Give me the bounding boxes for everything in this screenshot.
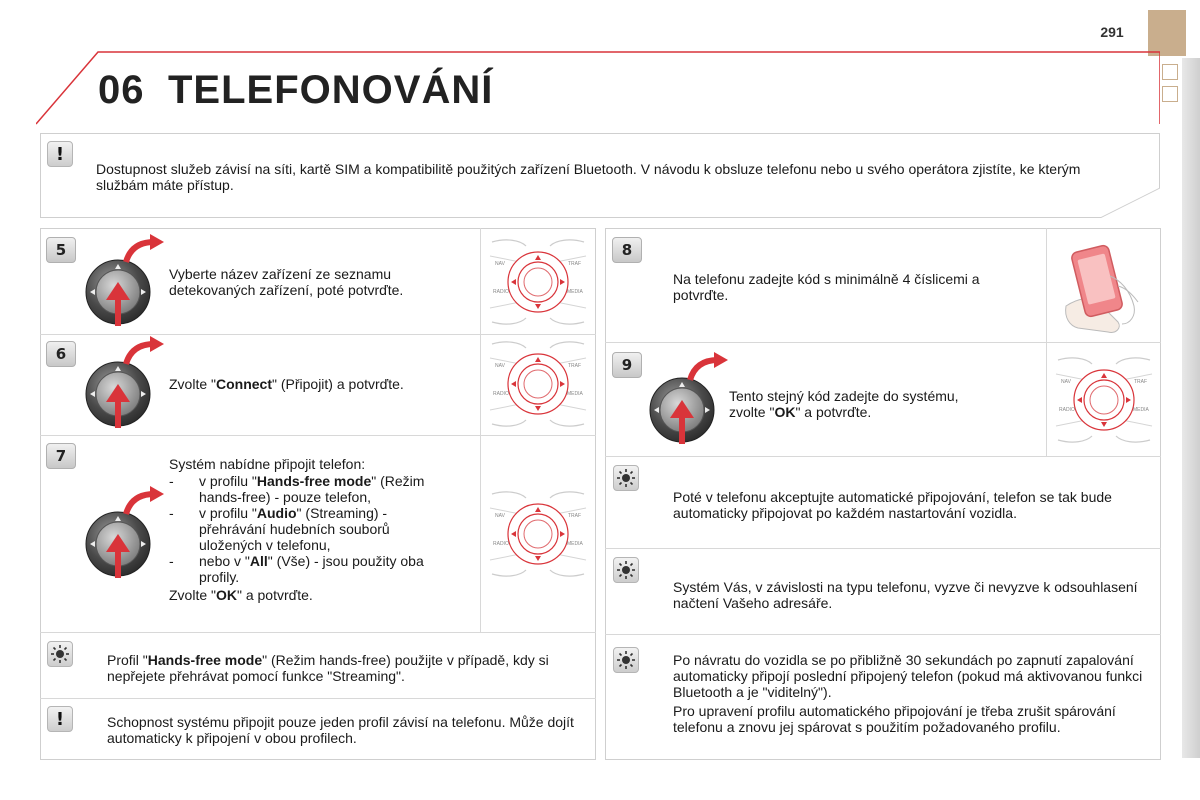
step-5-badge: 5 — [46, 237, 76, 263]
control-panel-icon — [486, 338, 590, 430]
tab-box-top — [1162, 64, 1178, 80]
rotary-knob-icon — [82, 336, 172, 432]
radio-label: RADIO — [493, 541, 509, 547]
profile-list — [169, 473, 469, 585]
right-tip-3-text — [673, 652, 1143, 735]
right-column-divider — [1046, 228, 1047, 342]
media-label: MEDIA — [567, 541, 583, 547]
left-warning-text: Schopnost systému připojit pouze jeden profil závisí na telefonu. Může dojít automaticky k připojení v obou profilech. — [107, 714, 574, 746]
media-label: MEDIA — [567, 391, 583, 397]
media-label: MEDIA — [567, 289, 583, 295]
divider-8-9 — [605, 342, 1161, 343]
profile-item: - nebo v "All" (Vše) - jsou použity oba profily. — [169, 553, 469, 585]
divider-6-7 — [40, 435, 596, 436]
side-bar — [1182, 58, 1200, 758]
control-panel-icon — [1052, 354, 1156, 446]
divider-5-6 — [40, 334, 596, 335]
media-label: MEDIA — [1133, 407, 1149, 413]
right-column-divider — [1046, 342, 1047, 456]
right-tip-1-text: Poté v telefonu akceptujte automatické připojování, telefon se tak bude automaticky připojovat po každém nastartování vozidla. — [673, 489, 1112, 521]
rotary-knob-icon — [82, 486, 172, 582]
radio-label: RADIO — [493, 391, 509, 397]
rotary-knob-icon — [646, 352, 736, 448]
warning-exclamation-icon: ! — [47, 706, 73, 732]
tab-box-bottom — [1162, 86, 1178, 102]
step-8-badge: 8 — [612, 237, 642, 263]
step-7-intro: Systém nabídne připojit telefon: — [169, 456, 366, 472]
nav-label: NAV — [495, 363, 505, 369]
page-number: 291 — [1100, 24, 1124, 40]
warning-exclamation-icon: ! — [47, 141, 73, 167]
traf-label: TRAF — [1134, 379, 1148, 385]
control-panel-icon — [486, 236, 590, 328]
divider-9-tip — [605, 456, 1161, 457]
intro-text: Dostupnost služeb závisí na síti, kartě SIM a kompatibilitě použitých zařízení Bluetooth. V návodu k obsluze telefonu nebo u svého operátora zjistíte, ke kterým službám máte přístup. — [96, 161, 1081, 193]
nav-label: NAV — [495, 261, 505, 267]
right-tip-3-paragraph-1: Po návratu do vozidla se po přibližně 30 sekundách po zapnutí zapalování automaticky připojí poslední připojený telefon (pokud má aktivovanou funkci Bluetooth a je "viditelný"). — [673, 652, 1143, 700]
divider-tip-tip — [605, 548, 1161, 549]
step-9-line2: zvolte "OK" a potvrďte. — [729, 404, 872, 420]
traf-label: TRAF — [568, 513, 582, 519]
radio-label: RADIO — [493, 289, 509, 295]
nav-label: NAV — [1061, 379, 1071, 385]
tip-lamp-icon — [613, 465, 639, 491]
step-9-line1: Tento stejný kód zadejte do systému, — [729, 388, 959, 404]
rotary-knob-icon — [82, 234, 172, 330]
divider-tip-warn — [40, 698, 596, 699]
traf-label: TRAF — [568, 363, 582, 369]
profile-item: - v profilu "Hands-free mode" (Režim hands-free) - pouze telefon, — [169, 473, 469, 505]
right-tip-3-paragraph-2: Pro upravení profilu automatického připojování je třeba zrušit spárování telefonu a znovu jej spárovat s použitím požadovaného profilu. — [673, 703, 1116, 735]
phone-in-hand-icon — [1056, 236, 1154, 336]
step-6-text: Zvolte "Connect" (Připojit) a potvrďte. — [169, 376, 404, 392]
tip-lamp-icon — [613, 647, 639, 673]
step-6-badge: 6 — [46, 341, 76, 367]
step-7-outro: Zvolte "OK" a potvrďte. — [169, 587, 313, 603]
left-tip-text: Profil "Hands-free mode" (Režim hands-free) použijte v případě, kdy si nepřejete přehrávat pomocí funkce "Streaming". — [107, 652, 549, 684]
radio-label: RADIO — [1059, 407, 1075, 413]
step-9-text — [729, 388, 1029, 420]
step-7-badge: 7 — [46, 443, 76, 469]
divider-tip-tip2 — [605, 634, 1161, 635]
right-tip-2-text: Systém Vás, v závislosti na typu telefonu, vyzve či nevyzve k odsouhlasení načtení Vašeho adresáře. — [673, 579, 1138, 611]
step-9-badge: 9 — [612, 352, 642, 378]
traf-label: TRAF — [568, 261, 582, 267]
divider-7-tip — [40, 632, 596, 633]
step-7-text — [169, 456, 469, 603]
chapter-number: 06 — [98, 68, 145, 112]
left-column-divider — [480, 228, 481, 632]
nav-label: NAV — [495, 513, 505, 519]
step-8-text: Na telefonu zadejte kód s minimálně 4 číslicemi a potvrďte. — [673, 271, 980, 303]
tip-lamp-icon — [613, 557, 639, 583]
tip-lamp-icon — [47, 641, 73, 667]
chapter-title: TELEFONOVÁNÍ — [168, 68, 494, 112]
step-5-text: Vyberte název zařízení ze seznamu detekovaných zařízení, poté potvrďte. — [169, 266, 404, 298]
control-panel-icon — [486, 488, 590, 580]
profile-item: - v profilu "Audio" (Streaming) - přehrávání hudebních souborů uložených v telefonu, — [169, 505, 469, 553]
